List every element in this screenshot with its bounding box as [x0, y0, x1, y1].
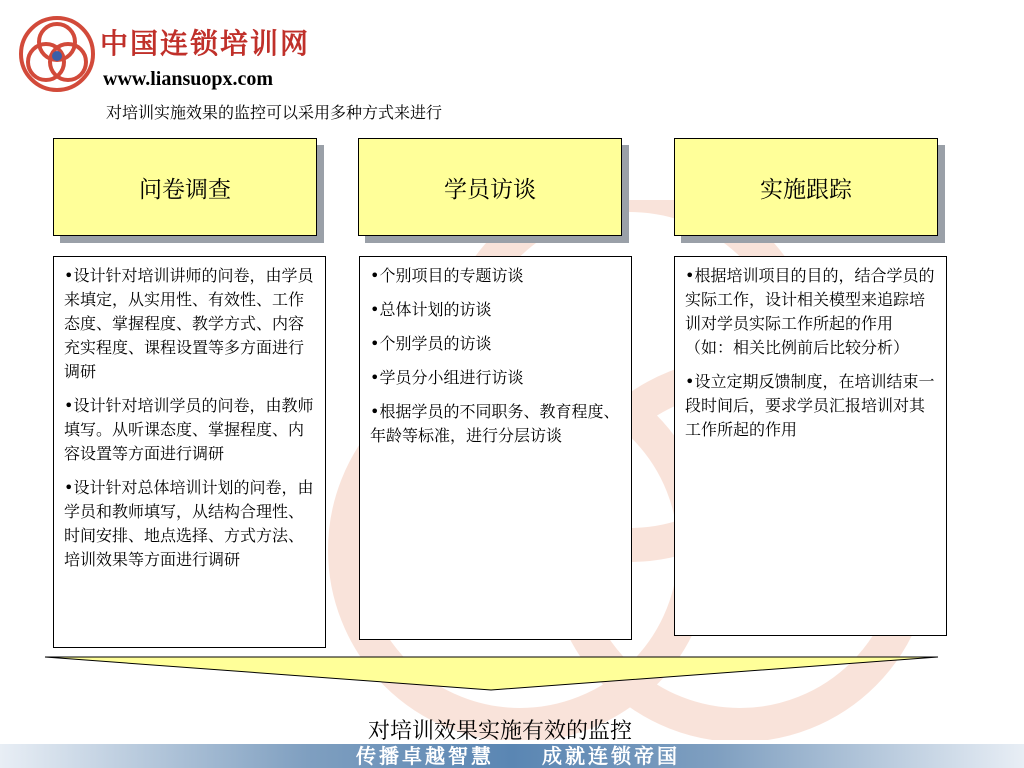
content-interview [359, 256, 632, 640]
list-item: •设计针对培训讲师的问卷，由学员来填定，从实用性、有效性、工作态度、掌握程度、教学方式、内容充实程度、课程设置等多方面进行调研 [64, 266, 314, 381]
list-item: •根据培训项目的目的，结合学员的实际工作，设计相关模型来追踪培训对学员实际工作所起的作用（如：相关比例前后比较分析） [685, 266, 935, 357]
list-item: •学员分小组进行访谈 [370, 368, 524, 387]
list-item: •个别项目的专题访谈 [370, 266, 524, 285]
conclusion-title: 对培训效果实施有效的监控 [367, 719, 632, 744]
page-subtitle: 对培训实施效果的监控可以采用多种方式来进行 [106, 103, 443, 122]
brand-url: www.liansuopx.com [103, 68, 274, 90]
funnel-arrow-icon [44, 656, 944, 692]
brand-name: 中国连锁培训网 [100, 27, 311, 60]
header-questionnaire [53, 138, 317, 236]
list-item: •总体计划的访谈 [370, 300, 492, 319]
header-tracking-label: 实施跟踪 [760, 176, 852, 203]
footer-slogan-left: 传播卓越智慧 [356, 744, 494, 768]
list-item: •根据学员的不同职务、教育程度、年龄等标准，进行分层访谈 [370, 402, 620, 445]
list-item: •设计针对培训学员的问卷，由教师填写。从听课态度、掌握程度、内容设置等方面进行调研 [64, 396, 314, 463]
header-tracking [674, 138, 938, 236]
content-questionnaire [53, 256, 326, 648]
header-interview [358, 138, 622, 236]
list-item: •设计针对总体培训计划的问卷，由学员和教师填写，从结构合理性、时间安排、地点选择、方式方法、培训效果等方面进行调研 [64, 478, 314, 569]
header-interview-label: 学员访谈 [444, 176, 536, 203]
list-item: •个别学员的访谈 [370, 334, 492, 353]
footer-bar [0, 744, 1024, 768]
header-questionnaire-label: 问卷调查 [139, 176, 231, 203]
list-item: •设立定期反馈制度，在培训结束一段时间后，要求学员汇报培训对其工作所起的作用 [685, 372, 935, 439]
brand-logo-icon [14, 12, 100, 102]
footer-slogan-right: 成就连锁帝国 [542, 744, 680, 768]
content-tracking [674, 256, 947, 636]
